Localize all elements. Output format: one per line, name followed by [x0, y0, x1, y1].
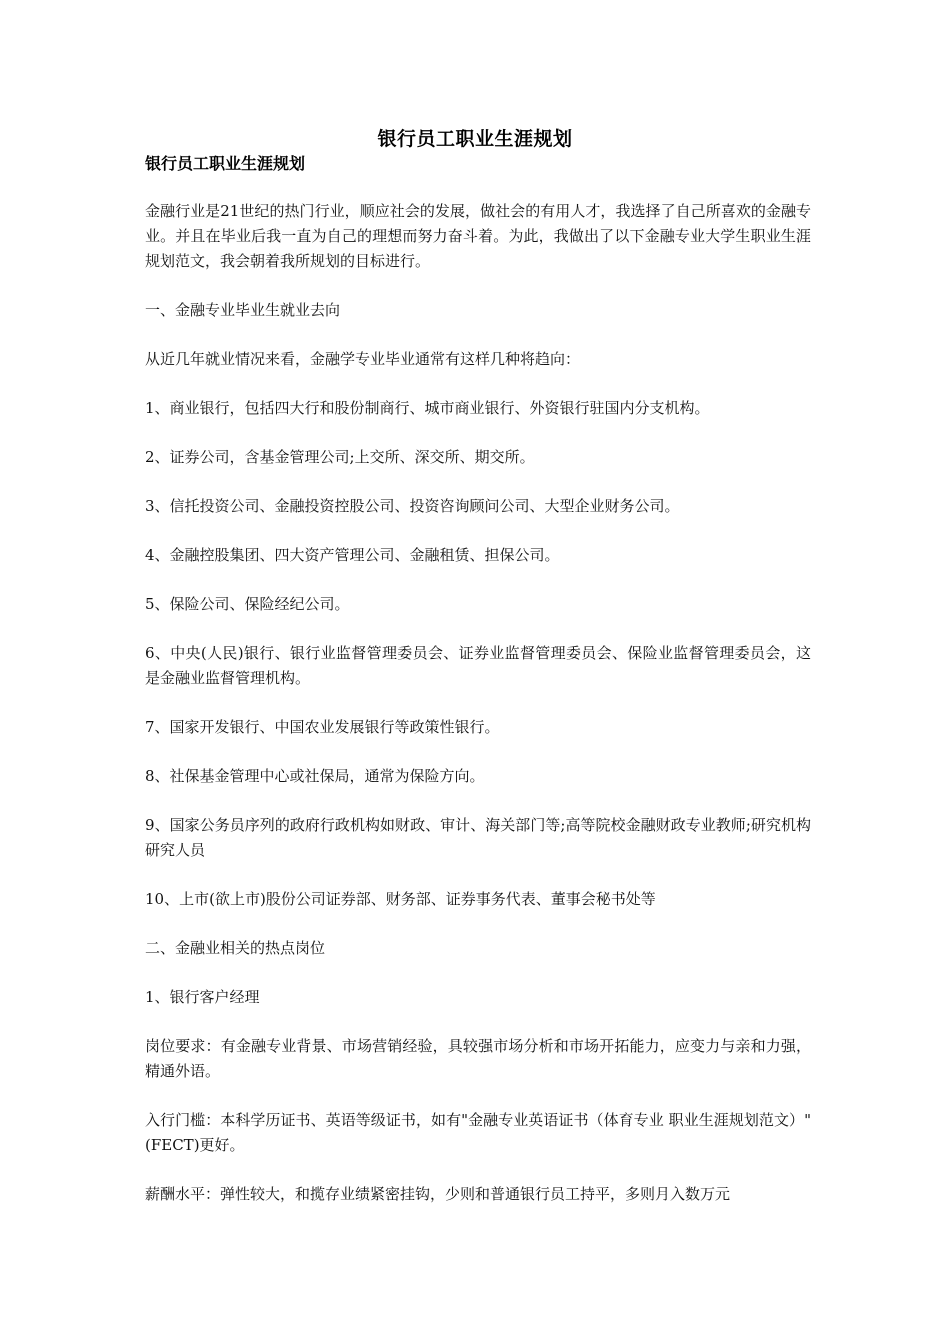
- section-heading-2: 二、金融业相关的热点岗位: [145, 939, 326, 957]
- paragraph-intro: 金融行业是21世纪的热门行业，顺应社会的发展，做社会的有用人才，我选择了自己所喜欢的金融专业。并且在毕业后我一直为自己的理想而努力奋斗着。为此，我做出了以下金融专业大学生职业生涯规划范文，我会朝着我所规划的目标进行。: [145, 202, 811, 270]
- list-item: 9、国家公务员序列的政府行政机构如财政、审计、海关部门等;高等院校金融财政专业教师;研究机构研究人员: [145, 816, 811, 859]
- list-item: 7、国家开发银行、中国农业发展银行等政策性银行。: [145, 718, 500, 736]
- document-title: 银行员工职业生涯规划: [377, 128, 573, 150]
- list-item: 1、商业银行，包括四大行和股份制商行、城市商业银行、外资银行驻国内分支机构。: [145, 399, 710, 417]
- section-heading-1: 一、金融专业毕业生就业去向: [145, 301, 341, 319]
- document-body: [145, 199, 811, 1231]
- list-item: 3、信托投资公司、金融投资控股公司、投资咨询顾问公司、大型企业财务公司。: [145, 497, 680, 515]
- paragraph: 从近几年就业情况来看，金融学专业毕业通常有这样几种将趋向：: [145, 350, 581, 368]
- list-item: 5、保险公司、保险经纪公司。: [145, 595, 350, 613]
- paragraph-requirements: 岗位要求：有金融专业背景、市场营销经验，具较强市场分析和市场开拓能力，应变力与亲和力强，精通外语。: [145, 1037, 811, 1080]
- document-subtitle: 银行员工职业生涯规划: [145, 154, 306, 173]
- list-item: 8、社保基金管理中心或社保局，通常为保险方向。: [145, 767, 485, 785]
- list-item: 6、中央(人民)银行、银行业监督管理委员会、证券业监督管理委员会、保险业监督管理委员会，这是金融业监督管理机构。: [145, 644, 811, 687]
- list-item: 10、上市(欲上市)股份公司证券部、财务部、证券事务代表、董事会秘书处等: [145, 890, 656, 908]
- list-item: 2、证券公司，含基金管理公司;上交所、深交所、期交所。: [145, 448, 535, 466]
- list-item: 4、金融控股集团、四大资产管理公司、金融租赁、担保公司。: [145, 546, 560, 564]
- paragraph-salary: 薪酬水平：弹性较大，和揽存业绩紧密挂钩，少则和普通银行员工持平，多则月入数万元: [145, 1185, 731, 1203]
- sub-heading: 1、银行客户经理: [145, 988, 260, 1006]
- paragraph-entry: 入行门槛：本科学历证书、英语等级证书，如有"金融专业英语证书（体育专业 职业生涯规划范文）"(FECT)更好。: [145, 1111, 811, 1154]
